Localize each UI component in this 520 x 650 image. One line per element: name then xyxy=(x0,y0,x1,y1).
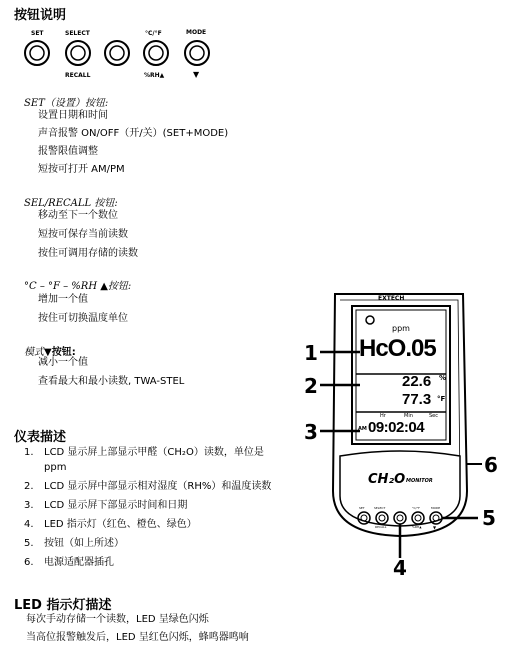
led-description-list xyxy=(26,614,249,650)
am-indicator: AM xyxy=(358,426,367,432)
list-item: 移动至下一个数位 xyxy=(38,210,118,221)
device-select-label: SELECT xyxy=(374,506,386,510)
time-reading: 09:02:04 xyxy=(368,419,425,436)
list-item: 减小一个值 xyxy=(38,357,88,368)
mode-items xyxy=(38,357,184,395)
humidity-reading: 22.6 xyxy=(402,373,432,390)
sel-heading: SEL/RECALL 按钮: xyxy=(24,198,118,209)
device-mode-label: MODE xyxy=(431,506,441,510)
second-label: Sec xyxy=(429,413,438,419)
list-item: 设置日期和时间 xyxy=(38,110,108,121)
mode-label: MODE xyxy=(186,29,207,36)
buttons-section-title: 按钮说明 xyxy=(14,8,67,23)
list-item: 5. 按钮（如上所述） xyxy=(24,538,124,549)
select-label: SELECT xyxy=(65,30,90,37)
list-item: 按住可切换温度单位 xyxy=(38,313,128,324)
meter-illustration xyxy=(300,286,520,580)
device-set-label: SET xyxy=(359,506,365,510)
callout-3: 3 xyxy=(304,420,318,444)
callout-1: 1 xyxy=(304,341,318,365)
set-items xyxy=(38,110,228,182)
list-item: 3. LCD 显示屏下部显示时间和日期 xyxy=(24,500,188,511)
model-sub-logo: MONITOR xyxy=(406,478,433,484)
list-item: 短按可打开 AM/PM xyxy=(38,164,125,175)
list-item: 当高位报警触发后，LED 呈红色闪烁，蜂鸣器鸣响 xyxy=(26,632,249,643)
button-row-diagram xyxy=(20,28,220,86)
meter-description-list xyxy=(24,447,314,576)
ppm-unit: ppm xyxy=(392,324,410,333)
list-item: 报警限值调整 xyxy=(38,146,98,157)
led-section-title: LED 指示灯描述 xyxy=(14,598,112,613)
callout-5: 5 xyxy=(482,506,496,530)
cf-heading: °C – °F – %RH ▲按钮: xyxy=(24,281,132,292)
list-item: 查看最大和最小读数, TWA-STEL xyxy=(38,376,185,387)
callout-4: 4 xyxy=(393,556,407,580)
formaldehyde-reading: HcO.05 xyxy=(359,335,436,362)
set-heading: SET（设置）按钮: xyxy=(24,98,109,109)
list-item: 按住可调用存储的读数 xyxy=(38,248,138,259)
rh-label: %RH▲ xyxy=(144,72,165,79)
callout-2: 2 xyxy=(304,374,318,398)
device-recall-label: RECALL xyxy=(375,525,387,529)
temperature-reading: 77.3 xyxy=(402,391,432,408)
brand-logo: EXTECH xyxy=(378,295,405,302)
list-item: 每次手动存储一个读数，LED 呈绿色闪烁 xyxy=(26,614,209,625)
cf-label: °C/°F xyxy=(145,30,162,37)
button-circles xyxy=(20,38,220,70)
recall-label: RECALL xyxy=(65,72,91,79)
temperature-unit: °F xyxy=(437,395,446,403)
meter-section-title: 仪表描述 xyxy=(14,430,67,445)
set-label: SET xyxy=(31,30,44,37)
list-item: 6. 电源适配器插孔 xyxy=(24,557,114,568)
list-item: 短按可保存当前读数 xyxy=(38,229,128,240)
cf-items xyxy=(38,294,128,332)
list-item: 声音报警 ON/OFF（开/关）(SET+MODE) xyxy=(38,128,229,139)
humidity-unit: % xyxy=(439,374,447,382)
model-logo: CH₂O xyxy=(368,472,406,487)
sel-items xyxy=(38,210,138,267)
list-item: ppm xyxy=(44,462,67,473)
callout-6: 6 xyxy=(484,453,498,477)
list-item: 4. LED 指示灯（红色、橙色、绿色） xyxy=(24,519,197,530)
mode-heading-suffix: ▼按钮: xyxy=(44,347,76,358)
device-rh-label: %RH▲ xyxy=(412,525,422,529)
hour-label: Hr xyxy=(380,413,386,419)
mode-heading-text: 模式 xyxy=(24,347,44,358)
list-item: 1. LCD 显示屏上部显示甲醛（CH₂O）读数，单位是 xyxy=(24,447,264,458)
minute-label: Min xyxy=(404,413,413,419)
device-mode-arrow: ▼ xyxy=(433,525,437,530)
device-cf-label: °C/°F xyxy=(412,506,420,510)
list-item: 2. LCD 显示屏中部显示相对湿度（RH%）和温度读数 xyxy=(24,481,272,492)
list-item: 增加一个值 xyxy=(38,294,88,305)
mode-arrow: ▼ xyxy=(193,70,200,79)
